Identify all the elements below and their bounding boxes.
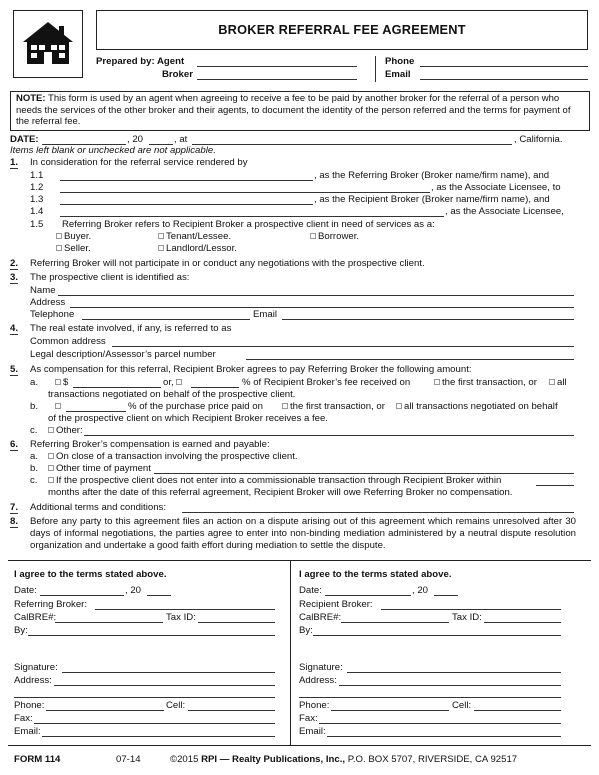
item-5b-continuation: of the prospective client on which Recipient Broker receives a fee. — [48, 413, 328, 424]
section-8-text: Before any party to this agreement files an action on a dispute arising out of this agreement which remains unresolved after 30 days of informal negotiations, the parties agree to enter into non-binding mediation administered by a neutral dispute resolution organization and undertake a good faith effort during mediation to settle the dispute. — [30, 516, 576, 552]
item-6c-continuation: months after the date of this referral agreement, Recipient Broker will owe Referring Broker no compensation. — [48, 487, 513, 498]
section-4-number: 4. — [10, 323, 19, 334]
right-date-label: Date: — [299, 585, 322, 596]
item-1-3-number: 1.3 — [30, 194, 44, 205]
right-year-field[interactable] — [434, 595, 458, 596]
left-email-label: Email: — [14, 726, 41, 737]
left-signature-field[interactable] — [62, 672, 275, 673]
client-address-label: Address — [30, 297, 66, 308]
checkbox-6b[interactable]: Other time of payment — [48, 463, 151, 475]
checkbox-5b-all[interactable]: all transactions negotiated on behalf — [396, 401, 558, 413]
note-label: NOTE: — [16, 93, 46, 104]
left-cell-field[interactable] — [188, 710, 275, 711]
section-3-text: The prospective client is identified as: — [30, 272, 190, 283]
left-fax-field[interactable] — [34, 723, 275, 724]
item-1-4-number: 1.4 — [30, 206, 44, 217]
left-signature-label: Signature: — [14, 662, 58, 673]
checkbox-tenant[interactable]: Tenant/Lessee. — [158, 231, 231, 243]
left-address-label: Address: — [14, 675, 52, 686]
signature-top-rule — [8, 560, 591, 561]
checkbox-seller[interactable]: Seller. — [56, 243, 91, 255]
phone-label: Phone — [385, 56, 415, 67]
right-signature-label: Signature: — [299, 662, 343, 673]
item-5a-continuation: transactions negotiated on behalf of the prospective client. — [48, 389, 296, 400]
right-broker-field[interactable] — [381, 609, 561, 610]
checkbox-landlord[interactable]: Landlord/Lessor. — [158, 243, 237, 255]
item-5b-text: % of the purchase price paid on — [128, 401, 263, 412]
right-email-label: Email: — [299, 726, 326, 737]
item-6b-letter: b. — [30, 463, 39, 474]
right-taxid-label: Tax ID: — [452, 612, 482, 623]
right-address-field[interactable] — [339, 685, 561, 686]
prepared-by-agent-label: Prepared by: Agent — [96, 56, 185, 67]
common-address-field[interactable] — [112, 346, 574, 347]
checkbox-buyer[interactable]: Buyer. — [56, 231, 91, 243]
checkbox-icon — [434, 379, 440, 385]
checkbox-icon — [158, 245, 164, 251]
section-7-number: 7. — [10, 502, 19, 513]
left-taxid-field[interactable] — [198, 622, 275, 623]
legal-description-field[interactable] — [246, 359, 574, 360]
checkbox-borrower[interactable]: Borrower. — [310, 231, 359, 243]
agent-field[interactable] — [197, 66, 357, 67]
client-address-field[interactable] — [70, 307, 574, 308]
checkbox-icon — [48, 477, 54, 483]
date-label: DATE: — [10, 134, 39, 145]
left-year-field[interactable] — [147, 595, 171, 596]
date-at-label: , at — [174, 134, 188, 145]
signature-divider — [290, 560, 291, 745]
left-address-field-2[interactable] — [14, 697, 275, 698]
section-7-text: Additional terms and conditions: — [30, 502, 166, 513]
other-time-field[interactable] — [154, 473, 574, 474]
left-fax-label: Fax: — [14, 713, 33, 724]
section-3-number: 3. — [10, 272, 19, 283]
left-year-label: , 20 — [125, 585, 142, 596]
footer-publisher: ©2015 RPI — Realty Publications, Inc., P.O. BOX 5707, RIVERSIDE, CA 92517 — [170, 754, 518, 765]
right-email-field[interactable] — [327, 736, 561, 737]
additional-terms-field[interactable] — [182, 512, 574, 513]
item-5c-letter: c. — [30, 425, 38, 436]
checkbox-5b[interactable] — [55, 401, 63, 413]
client-name-label: Name — [30, 285, 56, 296]
right-phone-label: Phone: — [299, 700, 330, 711]
recipient-broker-field[interactable] — [60, 204, 313, 205]
checkbox-icon — [48, 453, 54, 459]
logo-box — [13, 10, 83, 78]
right-address-field-2[interactable] — [299, 697, 561, 698]
checkbox-5a-first[interactable]: the first transaction, or — [434, 377, 537, 389]
section-5-text: As compensation for this referral, Recipient Broker agrees to pay Referring Broker the following amount: — [30, 364, 472, 375]
amount-field[interactable] — [73, 387, 161, 388]
right-fax-field[interactable] — [319, 723, 561, 724]
checkbox-5a-all[interactable]: all — [549, 377, 567, 389]
legal-description-label: Legal description/Assessor’s parcel number — [30, 349, 216, 360]
right-taxid-field[interactable] — [484, 622, 561, 623]
client-name-field[interactable] — [58, 295, 574, 296]
email-field[interactable] — [420, 79, 588, 80]
right-agree-heading: I agree to the terms stated above. — [299, 569, 452, 580]
section-6-text: Referring Broker’s compensation is earned and payable: — [30, 439, 270, 450]
checkbox-5c[interactable]: Other: — [48, 425, 83, 437]
left-by-label: By: — [14, 625, 28, 636]
right-cell-field[interactable] — [474, 710, 561, 711]
section-2-number: 2. — [10, 258, 19, 269]
checkbox-icon — [56, 245, 62, 251]
right-fax-label: Fax: — [299, 713, 318, 724]
client-telephone-label: Telephone — [30, 309, 75, 320]
california-label: , California. — [514, 134, 563, 145]
left-calbre-field[interactable] — [55, 622, 163, 623]
left-broker-label: Referring Broker: — [14, 599, 88, 610]
item-5a-letter: a. — [30, 377, 39, 388]
right-calbre-field[interactable] — [341, 622, 449, 623]
broker-field[interactable] — [197, 79, 357, 80]
item-1-5-text: Referring Broker refers to Recipient Broker a prospective client in need of services as a: — [62, 219, 435, 230]
checkbox-5b-first[interactable]: the first transaction, or — [282, 401, 385, 413]
email-label: Email — [385, 69, 411, 80]
left-phone-label: Phone: — [14, 700, 45, 711]
section-5-number: 5. — [10, 364, 19, 375]
form-revision: 07-14 — [116, 754, 141, 765]
left-broker-field[interactable] — [95, 609, 275, 610]
left-taxid-label: Tax ID: — [166, 612, 196, 623]
right-year-label: , 20 — [412, 585, 429, 596]
right-broker-label: Recipient Broker: — [299, 599, 373, 610]
left-date-label: Date: — [14, 585, 37, 596]
client-telephone-field[interactable] — [82, 319, 250, 320]
other-compensation-field[interactable] — [84, 435, 574, 436]
left-address-field[interactable] — [54, 685, 275, 686]
item-6a-letter: a. — [30, 451, 39, 462]
checkbox-5a-dollar[interactable]: $ — [55, 377, 68, 389]
item-5a-text: % of Recipient Broker’s fee received on — [242, 377, 411, 388]
months-field[interactable] — [536, 485, 574, 486]
checkbox-icon — [55, 403, 61, 409]
section-4-text: The real estate involved, if any, is referred to as — [30, 323, 232, 334]
associate-licensee-2-field[interactable] — [60, 216, 444, 217]
client-email-label: Email — [253, 309, 277, 320]
right-calbre-label: CalBRE#: — [299, 612, 342, 623]
percent-fee-field[interactable] — [191, 387, 239, 388]
form-title: BROKER REFERRAL FEE AGREEMENT — [96, 10, 588, 50]
item-1-1-number: 1.1 — [30, 170, 44, 181]
right-date-field[interactable] — [325, 595, 411, 596]
item-5b-letter: b. — [30, 401, 39, 412]
checkbox-icon — [549, 379, 555, 385]
section-1-text: In consideration for the referral service rendered by — [30, 157, 248, 168]
checkbox-icon — [396, 403, 402, 409]
section-8-number: 8. — [10, 516, 19, 527]
checkbox-6a[interactable]: On close of a transaction involving the prospective client. — [48, 451, 298, 463]
left-phone-field[interactable] — [46, 710, 164, 711]
form-number: FORM 114 — [14, 754, 61, 765]
checkbox-icon — [55, 379, 61, 385]
section-2-text: Referring Broker will not participate in or conduct any negotiations with the prospective client. — [30, 258, 425, 269]
percent-price-field[interactable] — [66, 411, 126, 412]
left-agree-heading: I agree to the terms stated above. — [14, 569, 167, 580]
section-1-number: 1. — [10, 157, 19, 168]
date-year-label: , 20 — [127, 134, 144, 145]
checkbox-icon[interactable] — [176, 379, 182, 385]
associate-licensee-1-field[interactable] — [60, 192, 430, 193]
checkbox-icon — [48, 465, 54, 471]
item-1-1-text: , as the Referring Broker (Broker name/firm name), and — [314, 170, 550, 181]
item-1-5-number: 1.5 — [30, 219, 44, 230]
right-by-label: By: — [299, 625, 313, 636]
item-1-4-text: , as the Associate Licensee, — [445, 206, 564, 217]
checkbox-icon — [158, 233, 164, 239]
common-address-label: Common address — [30, 336, 106, 347]
checkbox-icon — [310, 233, 316, 239]
left-date-field[interactable] — [40, 595, 124, 596]
referring-broker-field[interactable] — [60, 180, 313, 181]
checkbox-icon — [56, 233, 62, 239]
note-box — [10, 91, 590, 131]
left-by-field[interactable] — [28, 635, 275, 636]
blank-note: Items left blank or unchecked are not applicable. — [10, 145, 216, 156]
broker-label: Broker — [162, 69, 193, 80]
right-cell-label: Cell: — [452, 700, 472, 711]
checkbox-icon — [282, 403, 288, 409]
note-text: This form is used by an agent when agreeing to receive a fee to be paid by another broker for the referral of a person who needs the services of the other broker and their agents, to document the identity of the person referred and the terms for payment of the referral fee. — [16, 93, 571, 127]
item-1-3-text: , as the Recipient Broker (Broker name/firm name), and — [314, 194, 550, 205]
client-email-field[interactable] — [282, 319, 574, 320]
right-signature-field[interactable] — [347, 672, 561, 673]
checkbox-6c[interactable]: If the prospective client does not enter into a commissionable transaction through Recipient Broker within — [48, 475, 501, 487]
item-5a-or: or, — [163, 377, 184, 389]
header-divider — [375, 56, 376, 82]
phone-field[interactable] — [420, 66, 588, 67]
right-address-label: Address: — [299, 675, 337, 686]
left-calbre-label: CalBRE#: — [14, 612, 57, 623]
right-by-field[interactable] — [313, 635, 561, 636]
place-field[interactable] — [192, 144, 512, 145]
left-cell-label: Cell: — [166, 700, 186, 711]
signature-bottom-rule — [8, 745, 591, 746]
item-6c-letter: c. — [30, 475, 38, 486]
item-1-2-number: 1.2 — [30, 182, 44, 193]
right-phone-field[interactable] — [331, 710, 449, 711]
left-email-field[interactable] — [42, 736, 275, 737]
checkbox-icon — [48, 427, 54, 433]
house-icon — [15, 12, 81, 76]
section-6-number: 6. — [10, 439, 19, 450]
item-1-2-text: , as the Associate Licensee, to — [431, 182, 561, 193]
